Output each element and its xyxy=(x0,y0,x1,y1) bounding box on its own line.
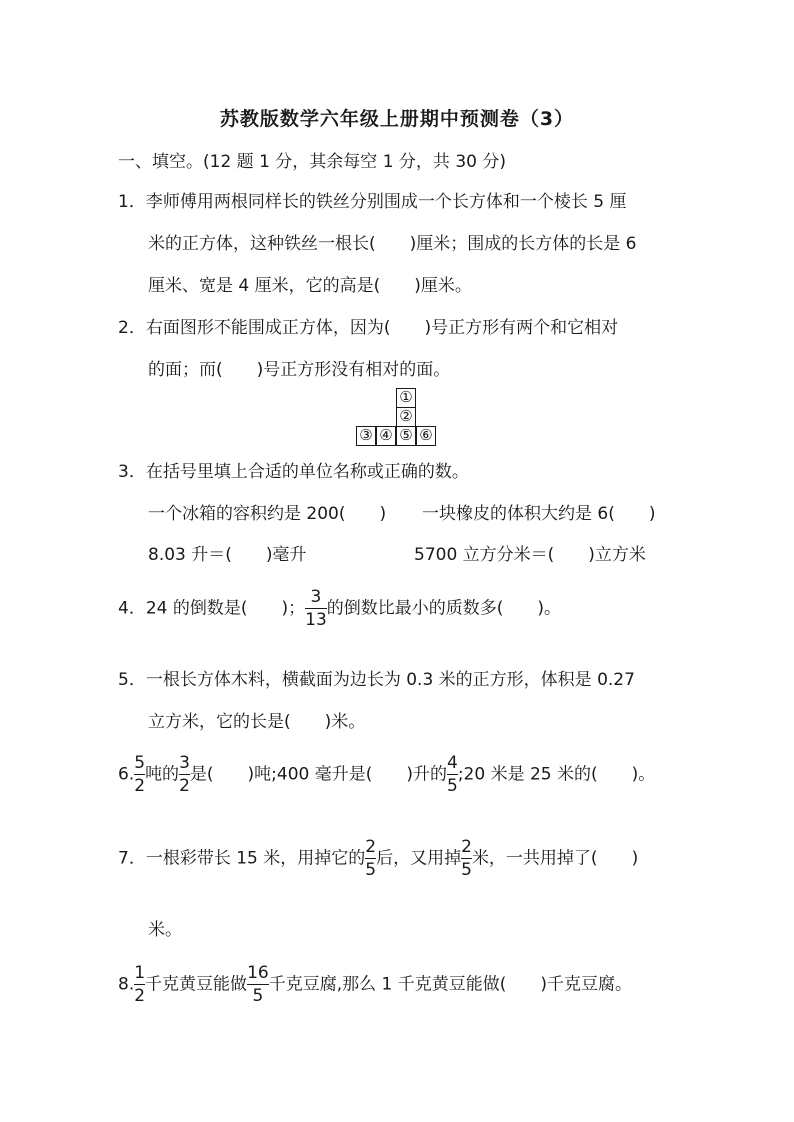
question-5-line-1 xyxy=(118,668,635,692)
question-text: 一根彩带长 15 米，用掉它的 xyxy=(145,848,366,869)
question-3-item-c: 8.03 升＝( )毫升 xyxy=(148,545,307,565)
net-square-1: ① xyxy=(396,388,416,408)
question-3-item-b: 一块橡皮的体积大约是 6( ) xyxy=(422,504,656,524)
fraction xyxy=(134,752,145,797)
question-text: 千克豆腐,那么 1 千克黄豆能做( )千克豆腐。 xyxy=(268,974,632,995)
fraction xyxy=(305,586,327,631)
fraction xyxy=(247,962,269,1007)
net-square-5: ⑤ xyxy=(396,426,416,446)
numerator: 5 xyxy=(134,753,146,773)
fraction xyxy=(365,836,376,881)
fraction xyxy=(447,752,458,797)
net-square-2: ② xyxy=(396,407,416,427)
numerator: 3 xyxy=(310,587,322,607)
denominator: 5 xyxy=(365,860,377,880)
question-4 xyxy=(118,586,561,631)
section-heading: 一、填空。(12 题 1 分，其余每空 1 分，共 30 分) xyxy=(118,152,506,172)
net-square-4: ④ xyxy=(376,426,396,446)
denominator: 5 xyxy=(247,984,269,1007)
question-number: 5． xyxy=(118,670,146,690)
question-text: 李师傅用两根同样长的铁丝分别围成一个长方体和一个棱长 5 厘 xyxy=(145,192,627,212)
numerator: 16 xyxy=(247,963,269,983)
question-text: ;20 米是 25 米的( )。 xyxy=(457,764,656,785)
numerator: 4 xyxy=(447,753,458,773)
denominator: 2 xyxy=(134,776,146,796)
denominator: 2 xyxy=(134,986,146,1006)
question-number: 1． xyxy=(118,192,146,212)
question-6 xyxy=(118,752,655,797)
net-square-3: ③ xyxy=(356,426,376,446)
question-2-line-1 xyxy=(118,316,618,340)
denominator: 13 xyxy=(305,610,327,630)
question-3-line-1 xyxy=(118,460,469,484)
numerator: 1 xyxy=(134,963,146,983)
question-7-line-2: 米。 xyxy=(148,920,182,940)
question-2-line-2: 的面；而( )号正方形没有相对的面。 xyxy=(148,360,451,380)
question-number: 4． xyxy=(118,598,146,619)
question-number: 8. xyxy=(118,974,135,995)
fraction xyxy=(461,836,472,881)
question-7-line-1 xyxy=(118,836,638,881)
question-text: 后，又用掉 xyxy=(376,848,462,869)
page-title: 苏教版数学六年级上册期中预测卷（3） xyxy=(219,108,575,130)
question-text: 24 的倒数是( )； xyxy=(145,598,306,619)
question-text: 的倒数比最小的质数多( )。 xyxy=(326,598,562,619)
question-1-line-1 xyxy=(118,190,626,214)
numerator: 2 xyxy=(365,837,377,857)
fraction xyxy=(179,752,190,797)
question-3-item-a: 一个冰箱的容积约是 200( ) xyxy=(148,504,387,524)
question-text: 吨的 xyxy=(145,764,180,785)
question-number: 6. xyxy=(118,764,135,785)
question-3-item-d: 5700 立方分米＝( )立方米 xyxy=(414,545,646,565)
question-text: 在括号里填上合适的单位名称或正确的数。 xyxy=(145,462,469,482)
question-text: 右面图形不能围成正方体，因为( )号正方形有两个和它相对 xyxy=(145,318,619,338)
question-number: 2． xyxy=(118,318,146,338)
question-number: 3． xyxy=(118,462,146,482)
cube-net-figure xyxy=(356,388,436,448)
question-5-line-2: 立方米，它的长是( )米。 xyxy=(148,712,366,732)
numerator: 3 xyxy=(179,753,190,773)
denominator: 2 xyxy=(179,776,190,796)
question-1-line-2: 米的正方体，这种铁丝一根长( )厘米；围成的长方体的长是 6 xyxy=(148,234,637,254)
numerator: 2 xyxy=(461,837,472,857)
denominator: 5 xyxy=(461,860,472,880)
denominator: 5 xyxy=(447,776,458,796)
question-text: 是( )吨;400 毫升是( )升的 xyxy=(189,764,447,785)
net-square-6: ⑥ xyxy=(416,426,436,446)
question-text: 米，一共用掉了( ) xyxy=(471,848,639,869)
question-text: 一根长方体木料，横截面为边长为 0.3 米的正方形，体积是 0.27 xyxy=(145,670,635,690)
fraction xyxy=(134,962,145,1007)
question-number: 7． xyxy=(118,848,146,869)
question-1-line-3: 厘米、宽是 4 厘米，它的高是( )厘米。 xyxy=(148,276,472,296)
question-text: 千克黄豆能做 xyxy=(145,974,248,995)
question-8 xyxy=(118,962,632,1007)
